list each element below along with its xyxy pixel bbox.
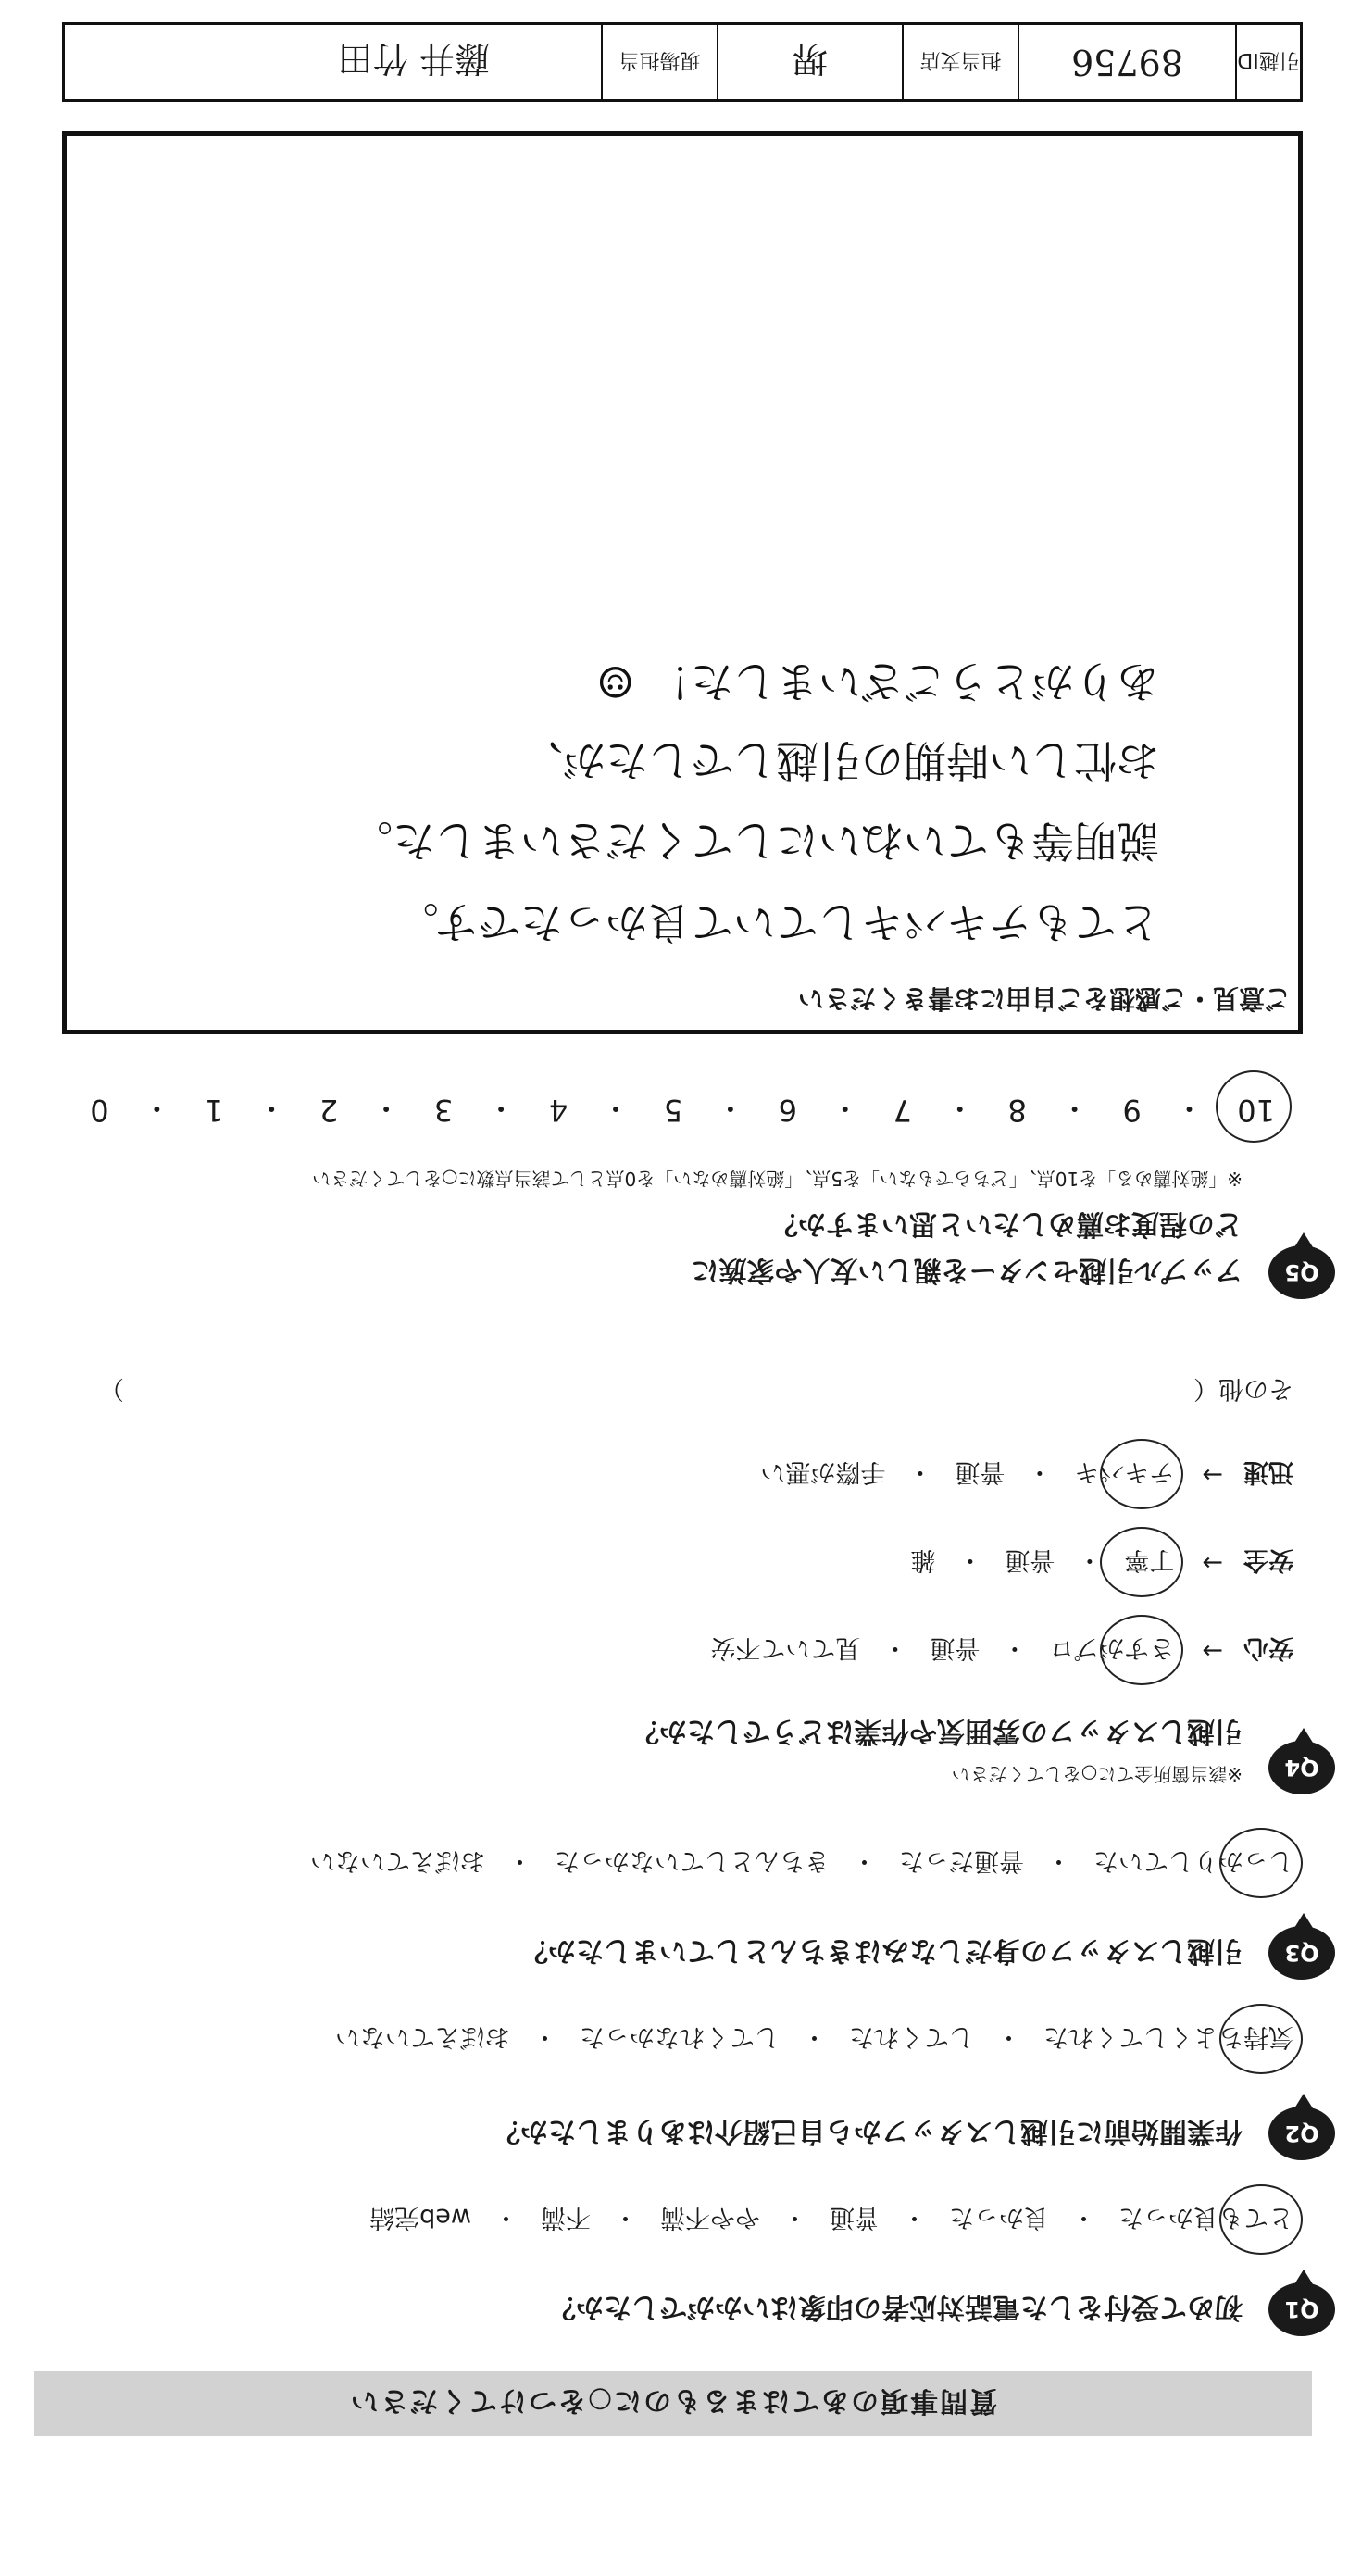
id-value: 89756 [1018,25,1235,99]
q5-text-line1: アップル引越センターを親しい友人や家族に [691,1254,1243,1286]
q1-badge: Q1 [1268,2282,1335,2336]
q4-other-label: その他（ [1193,1374,1293,1403]
comment-line-2: 説明等もていねいにしてくださいました。 [350,816,1159,866]
comment-line-3: お忙しい時期の引越しでしたが、 [520,735,1159,785]
q3-option-dont-remember[interactable]: おぼえていない [310,1846,485,1875]
q1-option-normal[interactable]: 普通 [830,2203,880,2232]
q2-option-dont-remember[interactable]: おぼえていない [335,2022,510,2051]
q4-option-clumsy[interactable]: 手際が悪い [760,1457,886,1486]
q3-option-neat[interactable]: しっかりしていた [1093,1845,1293,1882]
comment-box[interactable] [62,131,1303,1034]
q3-option-normal[interactable]: 普通だった [899,1846,1024,1875]
score-3[interactable]: 3 [433,1093,454,1128]
q4-row-label: 安全 [1243,1545,1293,1574]
branch-value: 堺 [717,25,902,99]
q4-option-efficient[interactable]: テキパキ [1074,1457,1174,1493]
comment-line-4: ありがとうございました！ ☺ [596,657,1159,707]
q2-option-did-not[interactable]: してくれなかった [580,2022,780,2051]
q4-option-anxious[interactable]: 見ていて不安 [710,1633,861,1662]
arrow-right-icon: → [1202,1548,1223,1577]
q4-option-careful[interactable]: 丁寧 [1124,1544,1174,1581]
q2-badge: Q2 [1268,2107,1335,2160]
score-2[interactable]: 2 [319,1093,339,1128]
q4-row-label: 迅速 [1243,1457,1293,1486]
q4-option-rough[interactable]: 雑 [910,1545,936,1574]
q2-options: 気持ちよくしてくれた ・ してくれた ・ してくれなかった ・ おぼえていない [90,2021,1293,2057]
question-3 [39,1933,1319,1974]
q1-options: とても良かった ・ 良かった ・ 普通 ・ やや不満 ・ 不満 ・ web完結 [90,2202,1293,2238]
q4-other-close: ） [99,1374,124,1403]
comment-title: ご意見・ご感想をご自由にお書きください [797,983,1291,1014]
score-9[interactable]: 9 [1122,1093,1142,1128]
q5-note: ※「絶対薦める」を10点、「どちらでもない」を5点、「絶対薦めない」を0点として該当点数に○をしてください [312,1168,1243,1190]
q2-text: 作業開始前に引越しスタッフから自己紹介はありましたか？ [493,2115,1243,2147]
question-2 [39,2114,1319,2155]
q3-badge: Q3 [1268,1926,1335,1980]
score-8[interactable]: 8 [1007,1093,1027,1128]
id-label: 引越ID [1235,25,1300,99]
q3-option-not-neat[interactable]: きちんとしていなかった [555,1846,830,1875]
comment-line-1: とてもテキパキしていて良かったです。 [395,897,1159,947]
q4-badge: Q4 [1268,1741,1335,1794]
q5-text-line2: どの程度お薦めしたいと思いますか？ [770,1207,1243,1240]
q1-option-web[interactable]: web完結 [369,2203,471,2232]
question-4 [39,1714,1319,1789]
q3-text: 引越しスタッフの身だしなみはきちんとしていましたか？ [520,1934,1243,1967]
branch-label: 担当支店 [902,25,1018,99]
leader-value: 藤井 竹田 [337,38,490,80]
q4-option-normal[interactable]: 普通 [1005,1545,1055,1574]
q1-option-good[interactable]: 良かった [949,2203,1049,2232]
q4-option-normal[interactable]: 普通 [930,1633,981,1662]
q4-text: 引越しスタッフの雰囲気や作業はどうでしたか？ [631,1715,1243,1747]
question-5 [39,1167,1319,1294]
q3-options: しっかりしていた ・ 普通だった ・ きちんとしていなかった ・ おぼえていない [90,1845,1293,1882]
score-10[interactable]: 10 [1237,1093,1275,1128]
q5-badge: Q5 [1268,1245,1335,1299]
arrow-right-icon: → [1202,1636,1223,1665]
q5-score-scale: 10 ・ 9 ・ 8 ・ 7 ・ 6 ・ 5 ・ 4 ・ 3 ・ 2 ・ 1 ・ 0 [90,1091,1275,1128]
q4-row-security: 安全 → 丁寧 ・ 普通 ・ 雑 [90,1544,1293,1581]
q1-option-dissatisfied[interactable]: 不満 [541,2203,591,2232]
q4-row-label: 安心 [1243,1633,1293,1662]
score-0[interactable]: 0 [90,1093,109,1128]
q1-option-somewhat-dissatisfied[interactable]: やや不満 [660,2203,760,2232]
q4-note: ※該当箇所全てに○をしてください [951,1763,1243,1785]
arrow-right-icon: → [1202,1460,1223,1489]
q4-option-normal[interactable]: 普通 [955,1457,1006,1486]
score-4[interactable]: 4 [548,1093,568,1128]
staff-info-table [62,22,1303,102]
q4-row-speed: 迅速 → テキパキ ・ 普通 ・ 手際が悪い [90,1457,1293,1493]
score-7[interactable]: 7 [893,1093,912,1128]
instruction-banner: 質問事項のあてはまるものに○をつけてください [34,2371,1312,2436]
question-1 [39,2290,1319,2331]
score-5[interactable]: 5 [663,1093,683,1128]
q1-option-very-good[interactable]: とても良かった [1118,2202,1293,2238]
q2-option-pleasant[interactable]: 気持ちよくしてくれた [1043,2021,1293,2057]
q1-text: 初めて受付をした電話対応者の印象はいかがでしたか？ [548,2291,1243,2323]
score-6[interactable]: 6 [778,1093,798,1128]
q2-option-did[interactable]: してくれた [849,2022,974,2051]
q4-row-safe: 安心 → さすがプロ ・ 普通 ・ 見ていて不安 [90,1632,1293,1669]
q4-option-pro[interactable]: さすがプロ [1049,1632,1174,1669]
q4-other-row [99,1373,1293,1409]
score-1[interactable]: 1 [205,1093,224,1128]
leader-label: 現場担当 [601,25,717,99]
